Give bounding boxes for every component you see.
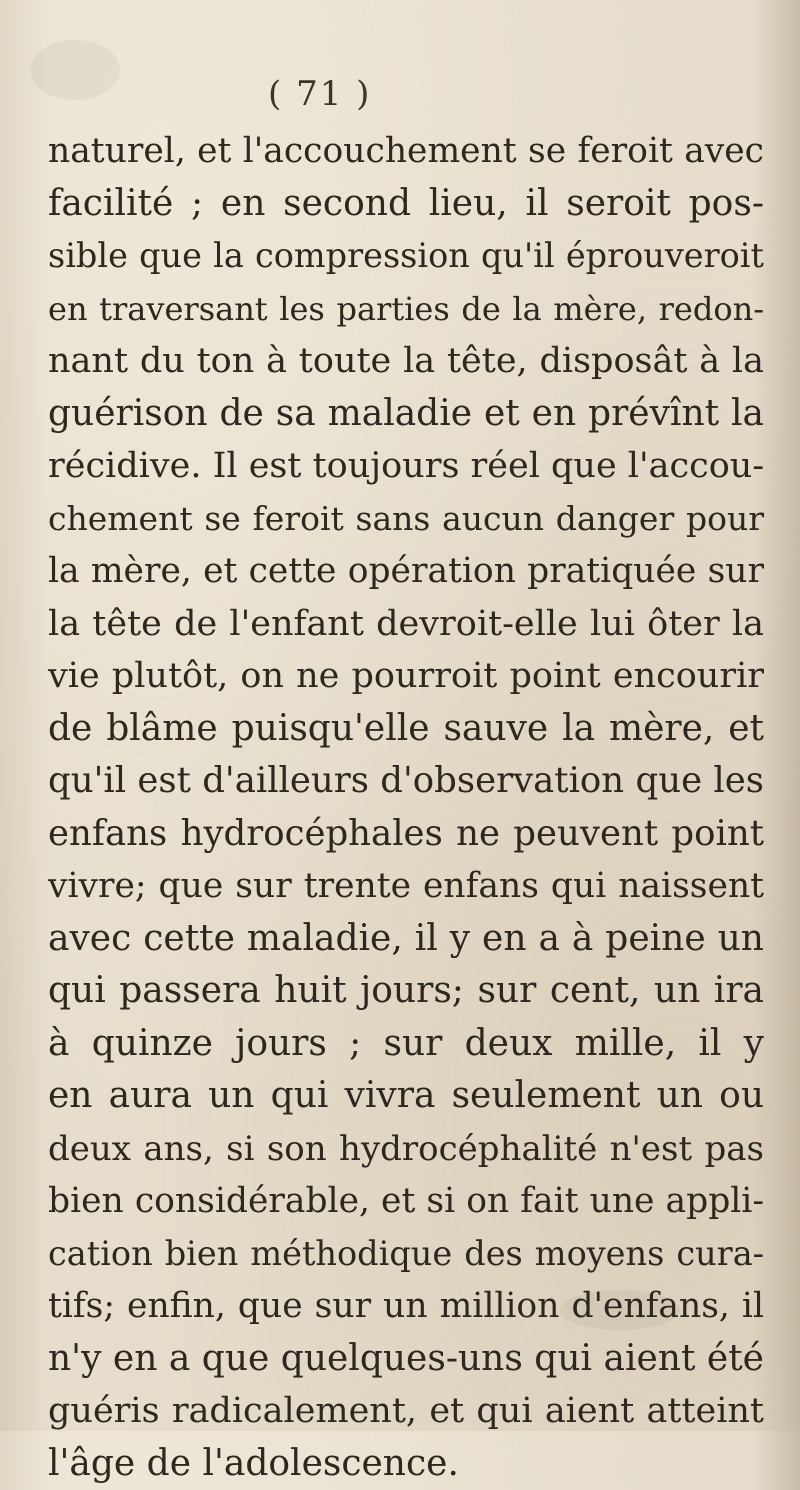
text-line: deux ans, si son hydrocéphalité n'est pas xyxy=(48,1123,764,1176)
text-line: avec cette maladie, il y en a à peine un xyxy=(48,913,764,966)
text-line: cation bien méthodique des moyens cura- xyxy=(48,1228,764,1281)
text-line: en traversant les parties de la mère, redon- xyxy=(48,283,764,336)
text-line: vivre; que sur trente enfans qui naissent xyxy=(48,860,764,913)
text-line: enfans hydrocéphales ne peuvent point xyxy=(48,808,764,861)
text-line: en aura un qui vivra seulement un ou xyxy=(48,1070,764,1123)
text-line: la tête de l'enfant devroit-elle lui ôter la xyxy=(48,598,764,651)
text-line: à quinze jours ; sur deux mille, il y xyxy=(48,1018,764,1071)
page-number: ( 71 ) xyxy=(268,74,408,114)
text-line: n'y en a que quelques-uns qui aient été xyxy=(48,1333,764,1386)
text-line: chement se feroit sans aucun danger pour xyxy=(48,493,764,546)
text-line: vie plutôt, on ne pourroit point encourir xyxy=(48,650,764,703)
text-line: facilité ; en second lieu, il seroit pos- xyxy=(48,178,764,231)
text-line: sible que la compression qu'il éprouveroit xyxy=(48,230,764,283)
text-line: récidive. Il est toujours réel que l'accou- xyxy=(48,440,764,493)
text-line: naturel, et l'accouchement se feroit avec xyxy=(48,125,764,178)
text-line: tifs; enfin, que sur un million d'enfans, il xyxy=(48,1280,764,1333)
paper-stain xyxy=(30,40,120,100)
text-line: qui passera huit jours; sur cent, un ira xyxy=(48,965,764,1018)
text-line: qu'il est d'ailleurs d'observation que les xyxy=(48,755,764,808)
text-line: l'âge de l'adolescence. xyxy=(48,1438,764,1490)
body-text xyxy=(48,125,764,1490)
text-line: la mère, et cette opération pratiquée sur xyxy=(48,545,764,598)
text-line: nant du ton à toute la tête, disposât à la xyxy=(48,335,764,388)
text-line: guéris radicalement, et qui aient atteint xyxy=(48,1385,764,1438)
text-line: bien considérable, et si on fait une appli- xyxy=(48,1175,764,1228)
text-line: guérison de sa maladie et en prévînt la xyxy=(48,388,764,441)
text-line: de blâme puisqu'elle sauve la mère, et xyxy=(48,703,764,756)
